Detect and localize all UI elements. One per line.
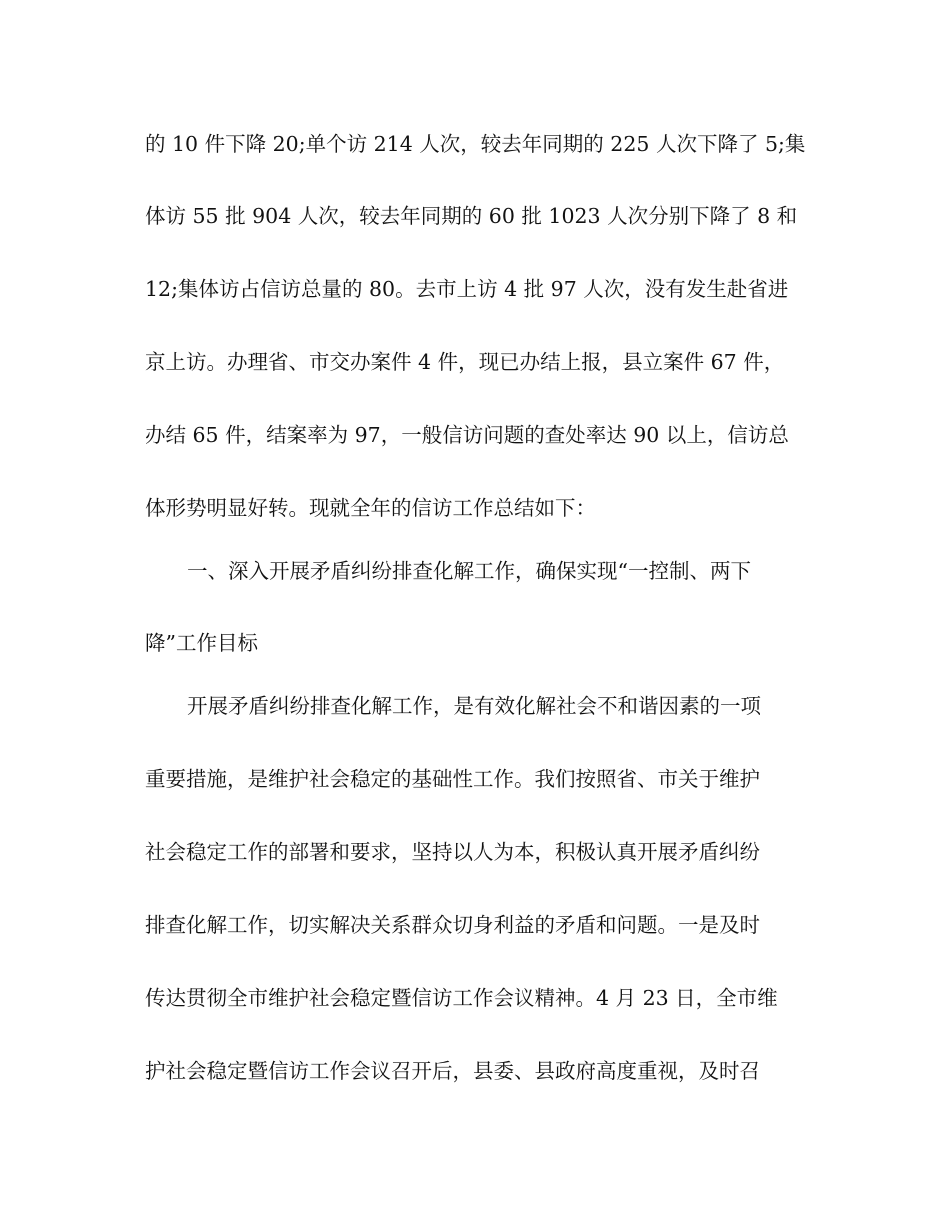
text-line-5: 办结 65 件，结案率为 97，一般信访问题的查处率达 90 以上，信访总 <box>145 423 789 447</box>
text-line-13: 传达贯彻全市维护社会稳定暨信访工作会议精神。4 月 23 日，全市维 <box>145 986 778 1010</box>
text-line-6: 体形势明显好转。现就全年的信访工作总结如下： <box>145 496 596 520</box>
text-line-3: 12;集体访占信访总量的 80。去市上访 4 批 97 人次，没有发生赴省进 <box>145 277 789 301</box>
text-line-12: 排查化解工作，切实解决关系群众切身利益的矛盾和问题。一是及时 <box>145 913 760 937</box>
text-line-14: 护社会稳定暨信访工作会议召开后，县委、县政府高度重视，及时召 <box>145 1059 760 1083</box>
text-line-2: 体访 55 批 904 人次，较去年同期的 60 批 1023 人次分别下降了 8 和 <box>145 204 798 228</box>
text-line-10: 重要措施，是维护社会稳定的基础性工作。我们按照省、市关于维护 <box>145 767 760 791</box>
paragraph-start-line: 开展矛盾纠纷排查化解工作，是有效化解社会不和谐因素的一项 <box>187 694 761 718</box>
section-heading-line-2: 降”工作目标 <box>145 631 258 655</box>
text-line-4: 京上访。办理省、市交办案件 4 件，现已办结上报，县立案件 67 件， <box>145 350 785 374</box>
text-line-1: 的 10 件下降 20;单个访 214 人次，较去年同期的 225 人次下降了 5;集 <box>145 132 806 156</box>
section-heading-line-1: 一、深入开展矛盾纠纷排查化解工作，确保实现“一控制、两下 <box>187 559 751 583</box>
text-line-11: 社会稳定工作的部署和要求，坚持以人为本，积极认真开展矛盾纠纷 <box>145 840 760 864</box>
